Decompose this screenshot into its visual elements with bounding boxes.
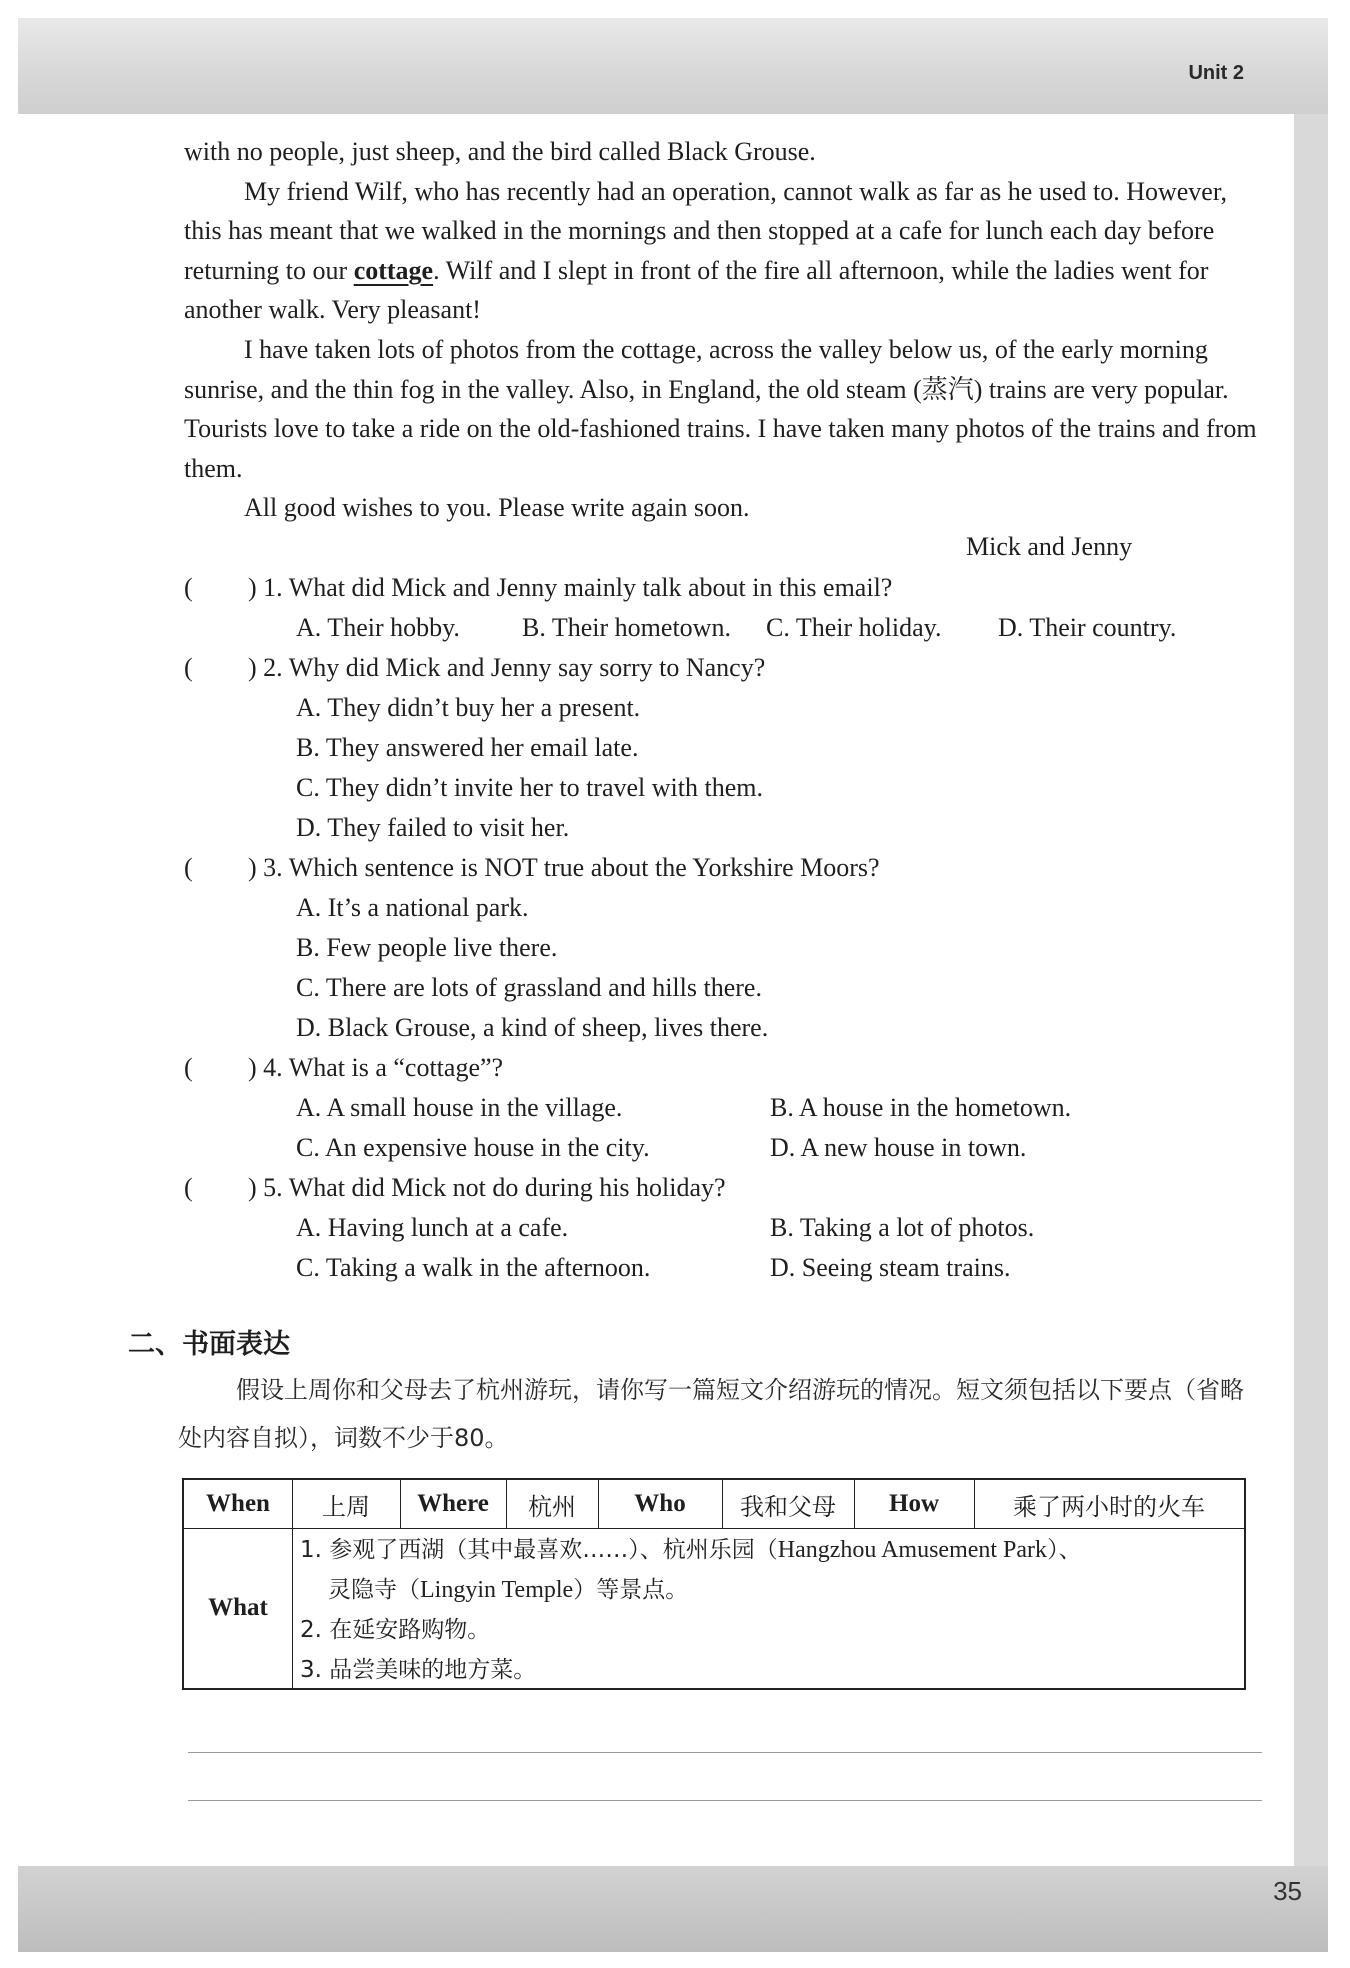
option-b[interactable]: B. Their hometown.	[522, 613, 731, 642]
table-where-value: 杭州	[528, 1492, 576, 1521]
writing-instructions: 假设上周你和父母去了杭州游玩，请你写一篇短文介绍游玩的情况。短文须包括以下要点（省略处内容自拟），词数不少于80。	[178, 1376, 1244, 1452]
option-b[interactable]: B. Few people live there.	[296, 933, 558, 962]
option-c[interactable]: C. Taking a walk in the afternoon.	[296, 1253, 651, 1282]
what-item-1-part: ）等景点。	[573, 1577, 689, 1603]
table-what-items	[300, 1530, 1240, 1690]
section-heading-writing: 二、书面表达	[128, 1329, 290, 1360]
table-when-value: 上周	[322, 1492, 370, 1521]
option-d[interactable]: D. They failed to visit her.	[296, 813, 570, 842]
table-who-label: Who	[634, 1490, 686, 1517]
option-c[interactable]: C. They didn’t invite her to travel with them.	[296, 773, 763, 802]
answer-blank[interactable]: (	[184, 1053, 193, 1082]
passage-paragraph-3: I have taken lots of photos from the cottage, across the valley below us, of the early morning sunrise, and the thin fog in the valley. Also, in England, the old steam (蒸汽) trains are very popular. Tourists love to take a ride on the old-fashioned trains. I have taken many photos of the trains and from them.	[184, 334, 1257, 483]
answer-blank[interactable]: (	[184, 653, 193, 682]
writing-line[interactable]	[188, 1752, 1262, 1753]
page-edge-strip	[1294, 114, 1328, 1866]
what-item-1-english: Lingyin Temple	[420, 1577, 574, 1603]
option-b[interactable]: B. They answered her email late.	[296, 733, 639, 762]
option-c[interactable]: C. Their holiday.	[766, 613, 942, 642]
writing-points-table	[182, 1478, 1246, 1690]
passage-paragraph-2	[184, 172, 1264, 330]
table-who-value: 我和父母	[740, 1492, 836, 1521]
question-stem: ) 4. What is a “cottage”?	[248, 1053, 504, 1082]
writing-line[interactable]	[188, 1800, 1262, 1801]
unit-label: Unit 2	[1188, 62, 1244, 84]
option-a[interactable]: A. They didn’t buy her a present.	[296, 693, 641, 722]
option-c[interactable]: C. There are lots of grassland and hills there.	[296, 973, 762, 1002]
table-when-label: When	[206, 1490, 270, 1517]
question-stem: ) 5. What did Mick not do during his holiday?	[248, 1173, 726, 1202]
option-d[interactable]: D. A new house in town.	[770, 1133, 1027, 1162]
passage-para2-before: My friend Wilf, who has recently had an operation, cannot walk as far as he used to. However, this has meant that we walked in the mornings and then stopped at a cafe for lunch each day before returning to our	[184, 176, 1227, 285]
question-5	[184, 1168, 1284, 1288]
what-item-1-cont	[300, 1570, 1240, 1610]
option-b[interactable]: B. Taking a lot of photos.	[770, 1213, 1035, 1242]
passage-paragraph-4: All good wishes to you. Please write again soon.	[244, 493, 750, 523]
answer-blank[interactable]: (	[184, 573, 193, 602]
what-item-1-part: ）、	[1047, 1537, 1082, 1563]
passage-line-first: with no people, just sheep, and the bird called Black Grouse.	[184, 137, 816, 166]
answer-blank[interactable]: (	[184, 853, 193, 882]
table-where-label: Where	[417, 1490, 489, 1517]
option-a[interactable]: A. Having lunch at a cafe.	[296, 1213, 569, 1242]
question-stem: ) 1. What did Mick and Jenny mainly talk about in this email?	[248, 573, 893, 602]
option-c[interactable]: C. An expensive house in the city.	[296, 1133, 650, 1162]
header-band	[18, 18, 1328, 114]
option-d[interactable]: D. Their country.	[998, 613, 1177, 642]
what-item-2: 2. 在延安路购物。	[300, 1617, 491, 1643]
footer-band	[18, 1866, 1328, 1952]
option-d[interactable]: D. Black Grouse, a kind of sheep, lives there.	[296, 1013, 769, 1042]
table-what-label: What	[208, 1594, 268, 1621]
question-4	[184, 1048, 1284, 1168]
answer-blank[interactable]: (	[184, 1173, 193, 1202]
option-d[interactable]: D. Seeing steam trains.	[770, 1253, 1011, 1282]
reading-passage	[184, 132, 1264, 528]
keyword-cottage: cottage	[353, 255, 434, 285]
passage-signature: Mick and Jenny	[966, 532, 1133, 561]
what-item-1-part: 1. 参观了西湖（其中最喜欢……）、杭州乐园（	[300, 1537, 778, 1563]
question-3	[184, 848, 1284, 1048]
option-a[interactable]: A. Their hobby.	[296, 613, 460, 642]
table-how-value: 乘了两小时的火车	[1013, 1492, 1205, 1521]
table-how-label: How	[889, 1490, 939, 1517]
option-b[interactable]: B. A house in the hometown.	[770, 1093, 1072, 1122]
what-item-1	[300, 1530, 1240, 1570]
question-2	[184, 648, 1284, 848]
option-a[interactable]: A. It’s a national park.	[296, 893, 529, 922]
option-a[interactable]: A. A small house in the village.	[296, 1093, 623, 1122]
what-item-1-part: 灵隐寺（	[328, 1577, 420, 1603]
passage-para2-after: . Wilf and I slept in front of the fire all afternoon, while the ladies went for another walk. Very pleasant!	[184, 255, 1209, 325]
table-row-divider	[184, 1528, 1244, 1529]
page-number: 35	[1273, 1876, 1302, 1906]
what-item-3: 3. 品尝美味的地方菜。	[300, 1657, 537, 1683]
question-1	[184, 568, 1284, 648]
question-stem: ) 3. Which sentence is NOT true about the Yorkshire Moors?	[248, 853, 880, 882]
question-stem: ) 2. Why did Mick and Jenny say sorry to Nancy?	[248, 653, 766, 682]
what-item-1-english: Hangzhou Amusement Park	[777, 1537, 1048, 1563]
